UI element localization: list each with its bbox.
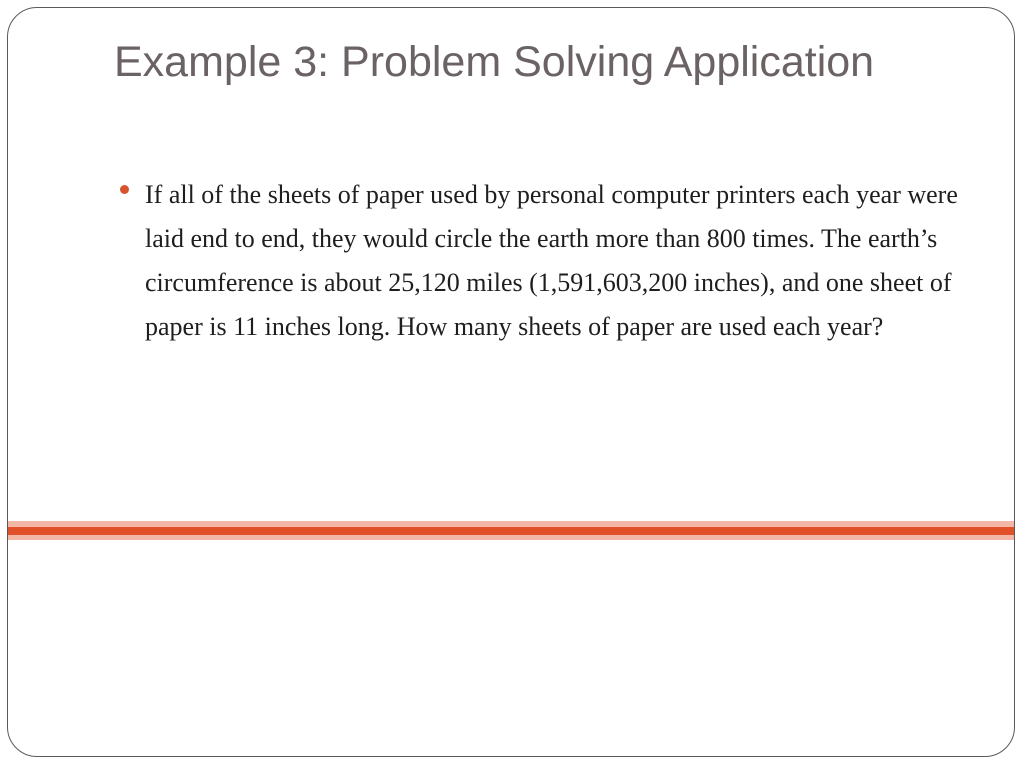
slide-frame (7, 7, 1015, 757)
accent-rule-main (8, 527, 1014, 535)
bullet-dot-icon (120, 185, 129, 194)
bullet-item (120, 173, 968, 349)
slide-body (120, 173, 968, 349)
bullet-text: If all of the sheets of paper used by personal computer printers each year were laid end to end, they would circle the earth more than 800 times. The earth’s circumference is about 25,120 miles (1,591,603,200 inches), and one sheet of paper is 11 inches long. How many sheets of paper are used each year? (145, 180, 958, 341)
slide-title: Example 3: Problem Solving Application (114, 38, 875, 86)
accent-rule-bottom (8, 535, 1014, 540)
